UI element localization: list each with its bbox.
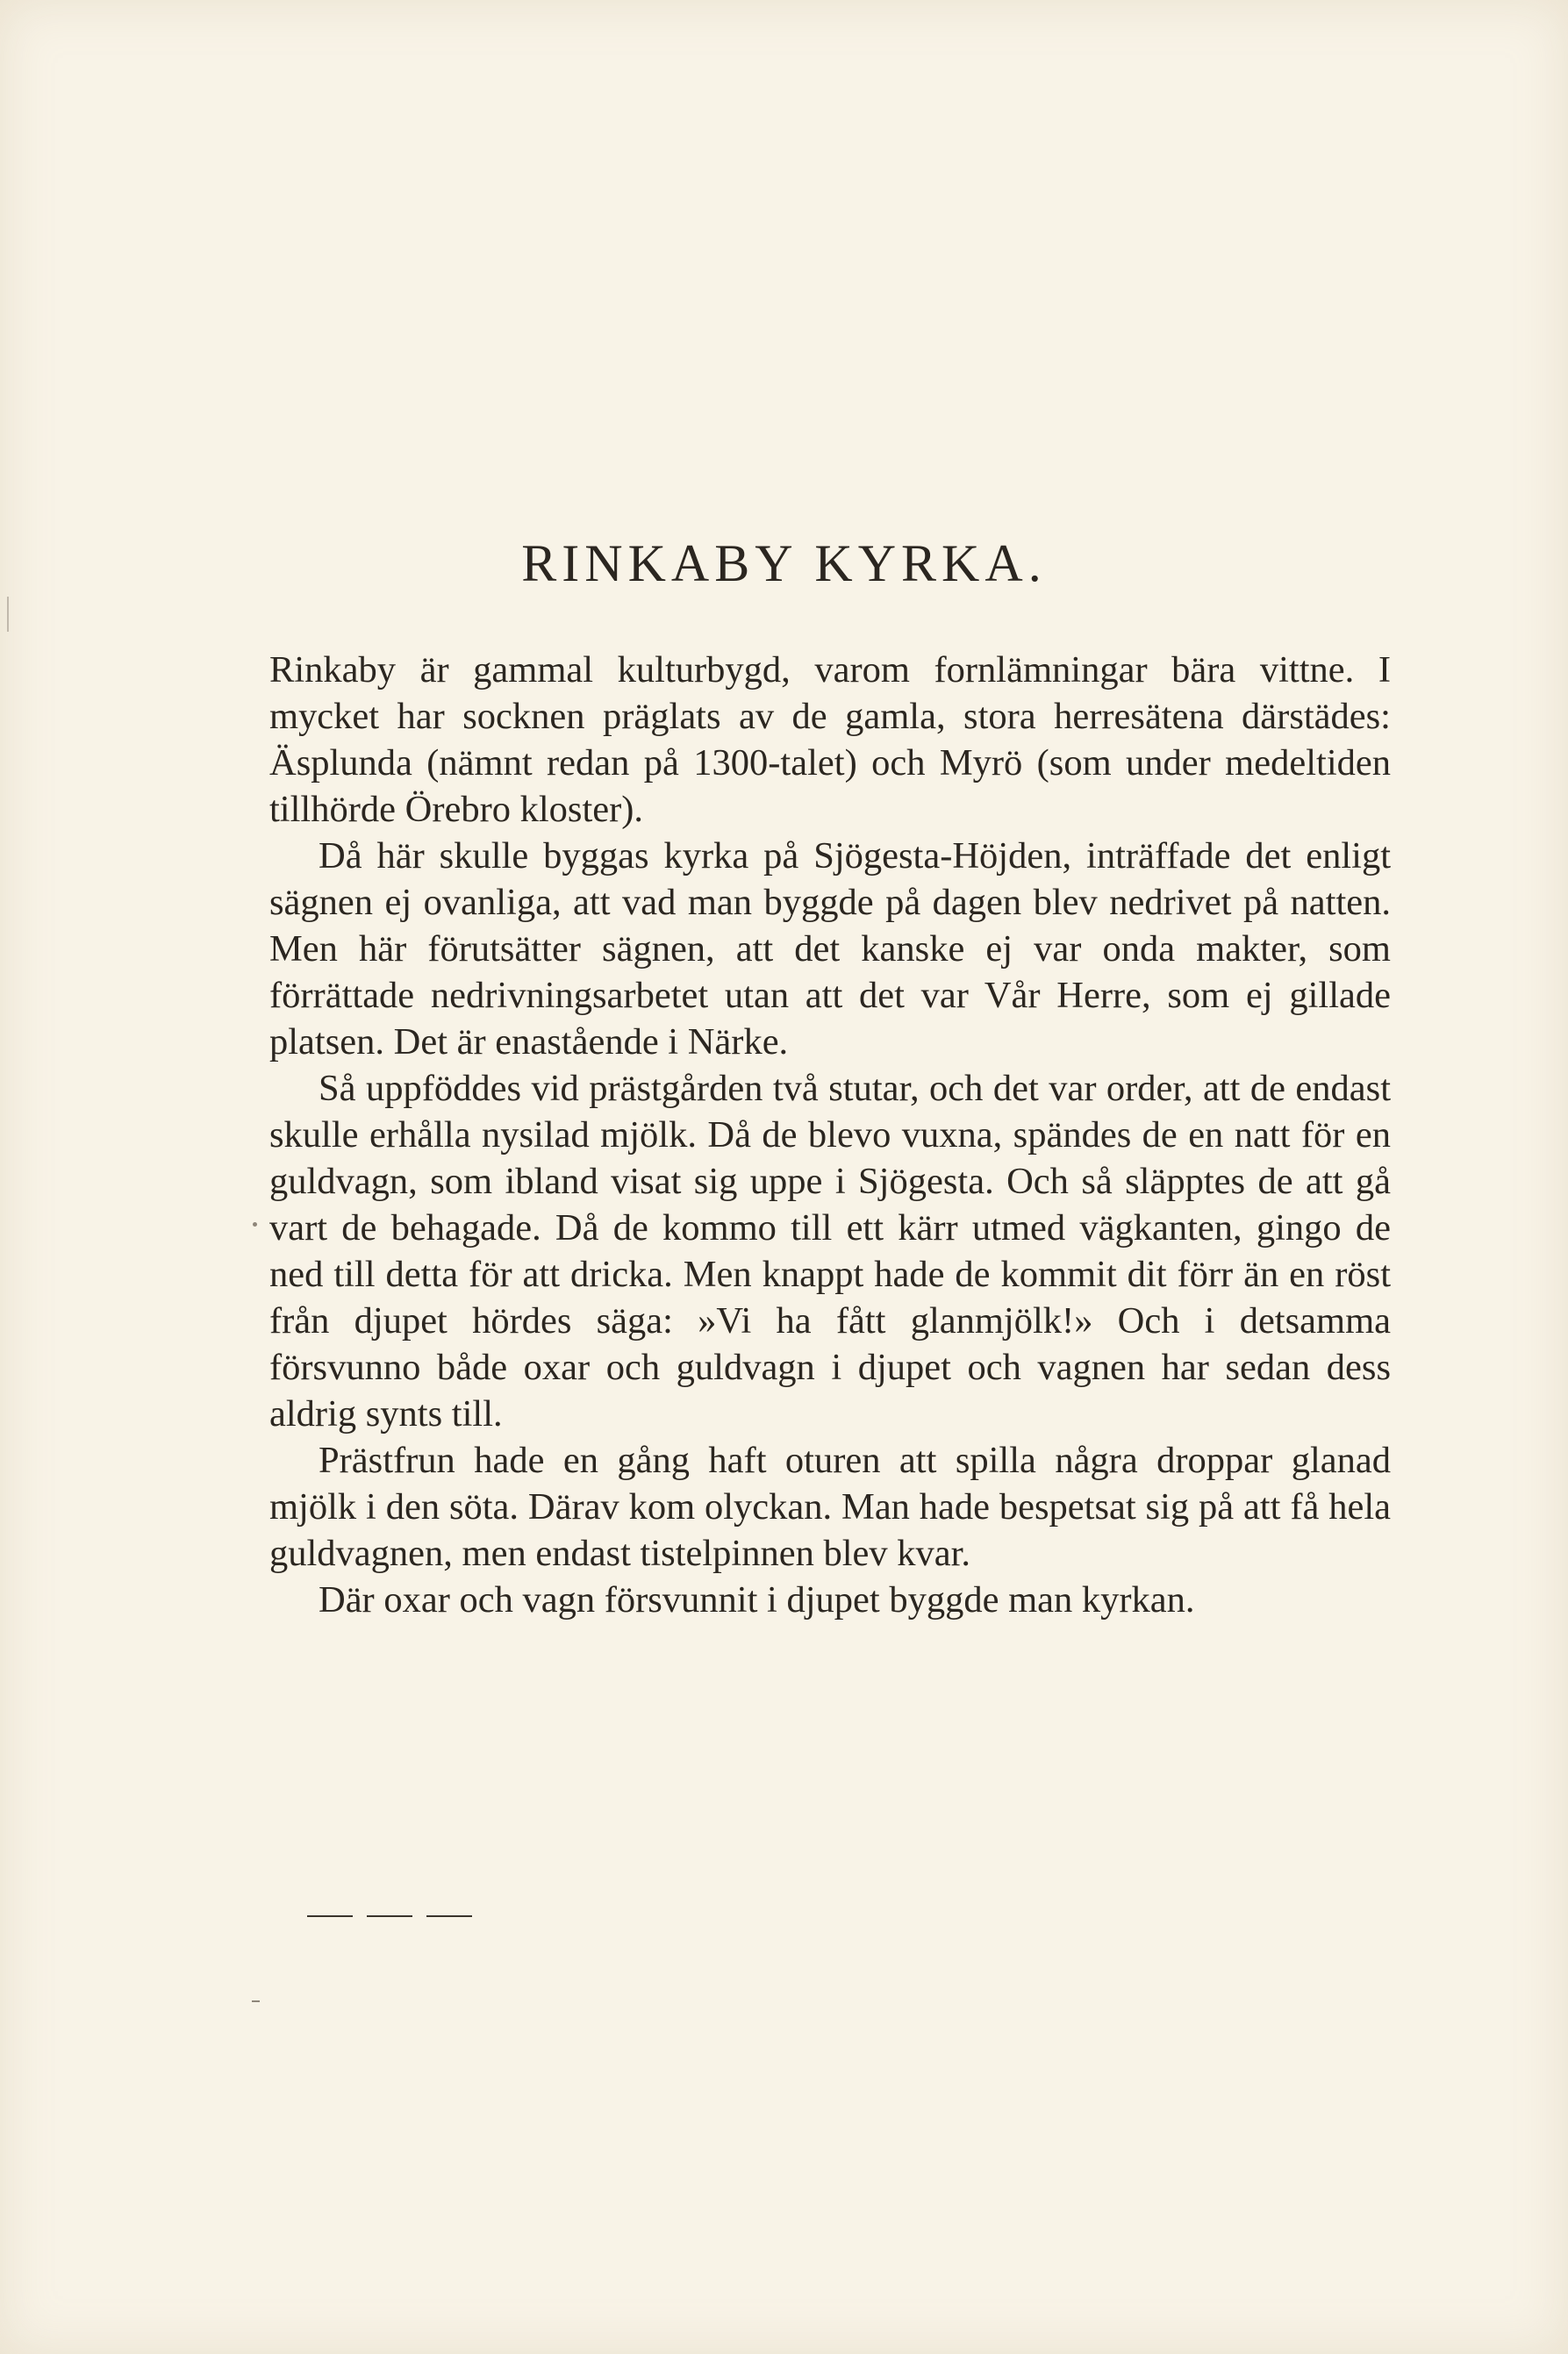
- margin-speck: [7, 597, 9, 632]
- paragraph-legend-oxen: Så uppföddes vid prästgården två stutar, och det var order, att de endast skulle erhålla nysilad mjölk. Då de blevo vuxna, spändes de en natt för en guldvagn, som ibland visat sig uppe i Sjögesta. Och så släpptes de att gå vart de behagade. Då de kommo till ett kärr utmed vägkanten, gingo de ned till detta för att dricka. Men knappt hade de kommit dit förr än en röst från djupet hördes säga: »Vi ha fått glanmjölk!» Och i detsamma försvunno både oxar och guldvagn i djupet och vagnen har sedan dess aldrig synts till.: [269, 1068, 1391, 1435]
- margin-speck: [252, 2000, 260, 2002]
- paragraph-intro: Rinkaby är gammal kulturbygd, varom fornlämningar bära vittne. I mycket har socknen präglats av de gamla, stora herresätena därstädes: Äsplunda (nämnt redan på 1300-talet) och Myrö (som under medeltiden tillhörde Örebro kloster).: [269, 649, 1391, 830]
- end-ornament: [307, 1915, 472, 1917]
- paragraph-legend-milk: Prästfrun hade en gång haft oturen att spilla några droppar glanad mjölk i den söta. Därav kom olyckan. Man hade bespetsat sig på att få hela guldvagnen, men endast tistelpinnen blev kvar.: [269, 1440, 1391, 1574]
- margin-speck: [253, 1222, 257, 1227]
- ornament-dash: [307, 1915, 353, 1917]
- body-text: [269, 647, 1391, 1623]
- paragraph-legend-building: Då här skulle byggas kyrka på Sjögesta-Höjden, inträffade det enligt sägnen ej ovanliga, att vad man byggde på dagen blev nedrivet på natten. Men här förutsätter sägnen, att det kanske ej var onda makter, som förrättade nedrivningsarbetet utan att det var Vår Herre, som ej gillade platsen. Det är enastående i Närke.: [269, 835, 1391, 1063]
- ornament-dash: [367, 1915, 412, 1917]
- page-title: RINKABY KYRKA.: [521, 534, 1047, 592]
- paragraph-church-built: Där oxar och vagn försvunnit i djupet byggde man kyrkan.: [319, 1579, 1195, 1621]
- ornament-dash: [426, 1915, 472, 1917]
